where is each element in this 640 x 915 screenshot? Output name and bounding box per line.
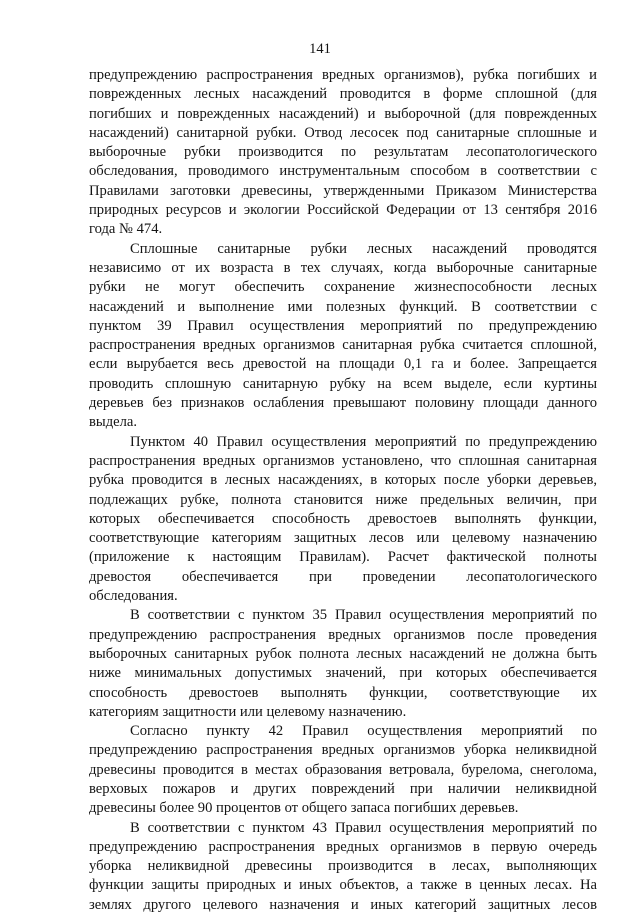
text-line: выборочных санитарных рубок полнота лесных насаждений не должна быть [89,645,597,662]
text-line: соответствующие категориям защитных лесов или целевому назначению [89,530,597,547]
text-line: года № 474. [89,221,163,238]
text-line: деревьев без признаков ослабления превышают половину площади данного [89,395,597,412]
text-line: землях другого целевого назначения и иных категорий защитных лесов [89,896,597,913]
text-line: уборка неликвидной древесины производится в лесах, выполняющих [89,858,597,875]
text-line: Согласно пункту 42 Правил осуществления мероприятий по [130,723,597,740]
text-line: поврежденных лесных насаждений проводится в форме сплошной (для [89,86,597,103]
text-line: древостоя обеспечивается при проведении лесопатологического [89,568,597,585]
text-line: В соответствии с пунктом 35 Правил осуществления мероприятий по [130,607,597,624]
paragraph-6 [89,819,597,915]
text-line: обследования, проводимого инструментальным способом в соответствии с [89,163,597,180]
paragraph-3 [89,433,597,607]
text-line: предупреждению распространения вредных организмов уборка неликвидной [89,742,597,759]
text-line: способность древостоев выполнять функции, соответствующие их [89,684,597,701]
text-line: Пунктом 40 Правил осуществления мероприятий по предупреждению [130,433,597,450]
text-line: независимо от их возраста в тех случаях, когда выборочные санитарные [89,259,597,276]
page-number: 141 [309,41,331,57]
document-body [89,66,597,915]
text-line: насаждений и выполнение ими полезных функций. В соответствии с [89,298,597,315]
paragraph-1 [89,66,597,240]
text-line: которых обеспечивается способность древостоев выполнять функции, [89,510,597,527]
text-line: распространения вредных организмов санитарная рубка считается сплошной, [89,337,597,354]
text-line: Сплошные санитарные рубки лесных насаждений проводятся [130,240,597,257]
text-line: проводить сплошную санитарную рубку на всем выделе, если куртины [89,375,597,392]
text-line: категориям защитности или целевому назначению. [89,703,407,720]
text-line: предупреждению распространения вредных организмов), рубка погибших и [89,67,597,83]
text-line: распространения вредных организмов установлено, что сплошная санитарная [89,452,597,469]
text-line: рубки не могут обеспечить сохранение жизнеспособности лесных [89,279,597,296]
text-line: насаждений) санитарной рубки. Отвод лесосек под санитарные сплошные и [89,124,597,141]
text-line: обследования. [89,588,178,605]
paragraph-5 [89,722,597,818]
text-line: предупреждению распространения вредных организмов после проведения [89,626,597,643]
text-line: В соответствии с пунктом 43 Правил осуществления мероприятий по [130,819,597,836]
text-line: выдела. [89,414,138,431]
text-line: древесины проводится в местах образования ветровала, бурелома, снеголома, [89,761,597,778]
text-line: верховых пожаров и других повреждений при наличии неликвидной [89,780,597,797]
text-line: если вырубается весь древостой на площади 0,1 га и более. Запрещается [89,356,597,373]
text-line: подлежащих рубке, полнота становится ниже предельных величин, при [89,491,597,508]
text-line: природных ресурсов и экологии Российской Федерации от 13 сентября 2016 [89,202,597,219]
paragraph-4 [89,606,597,722]
text-line: выборочные рубки производится по результатам лесопатологического [89,144,597,161]
text-line: древесины более 90 процентов от общего запаса погибших деревьев. [89,800,519,817]
text-line: (приложение к настоящим Правилам). Расчет фактической полноты [89,549,597,566]
text-line: рубка проводится в лесных насаждениях, в которых после уборки деревьев, [89,472,597,489]
text-line: погибших и поврежденных насаждений) и выборочной (для поврежденных [89,105,597,122]
text-line: функции защиты природных и иных объектов, а также в ценных лесах. На [89,877,597,894]
text-line: пунктом 39 Правил осуществления мероприятий по предупреждению [89,317,597,334]
text-line: ниже минимальных допустимых значений, при которых обеспечивается [89,665,597,682]
text-line: Правилами заготовки древесины, утвержденными Приказом Министерства [89,182,597,199]
paragraph-2 [89,240,597,433]
text-line: предупреждению распространения вредных организмов в первую очередь [89,838,597,855]
